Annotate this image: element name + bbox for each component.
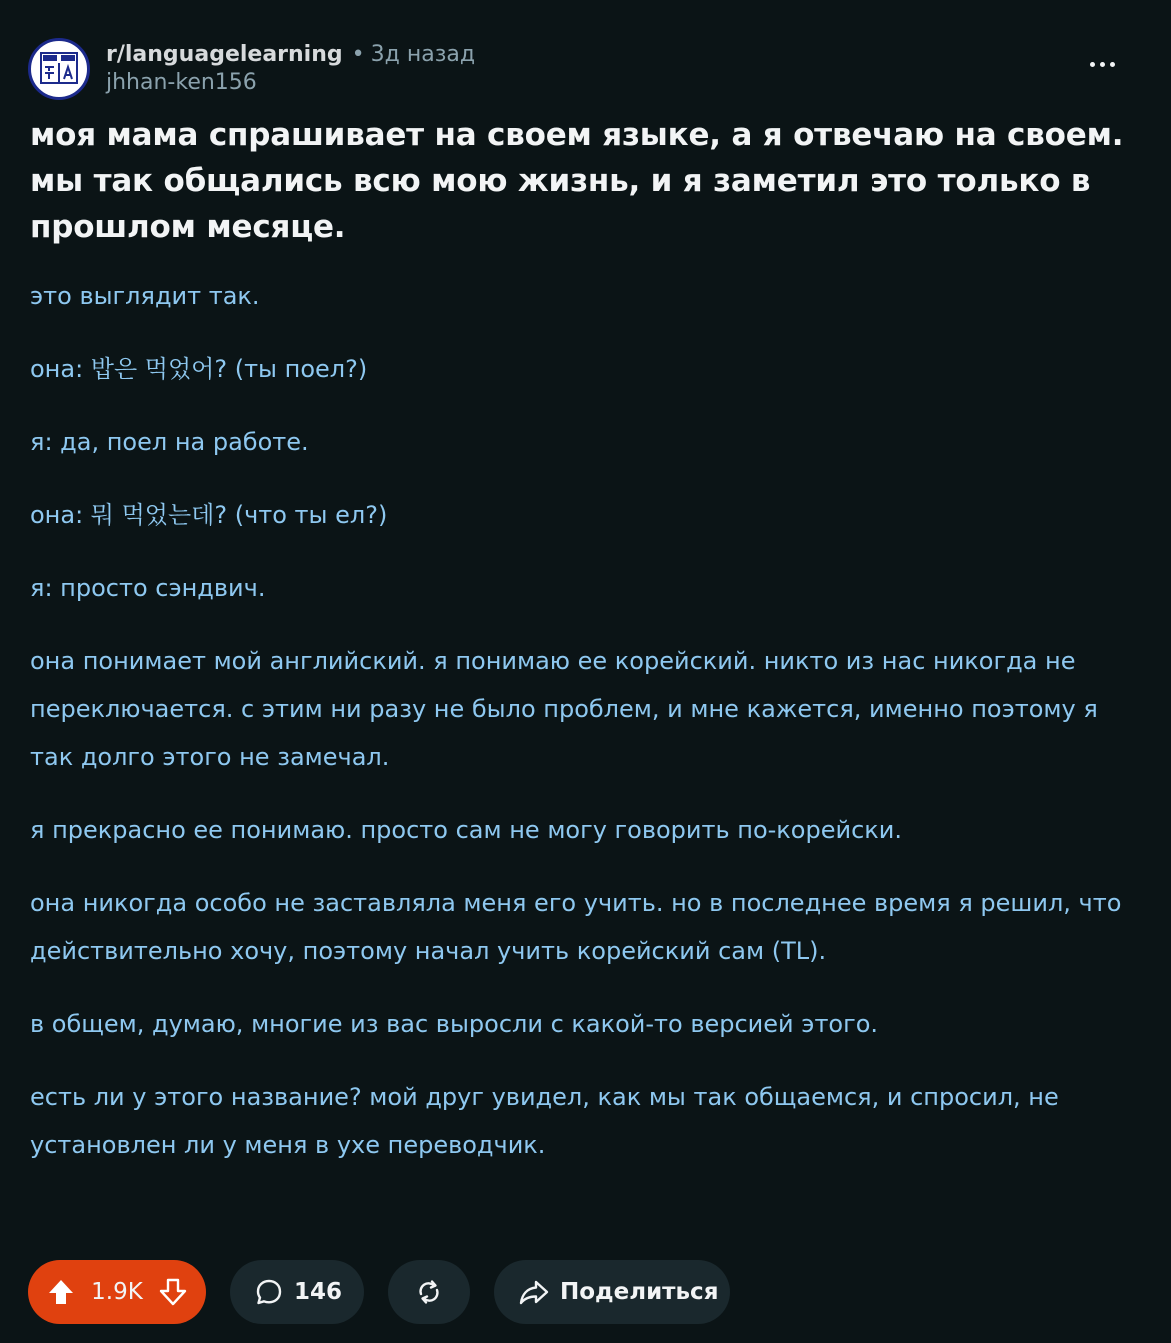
more-dot [1090,62,1095,67]
body-paragraph: это выглядит так. [30,282,260,310]
share-label: Поделиться [560,1279,719,1305]
more-options-icon[interactable] [1084,56,1121,73]
body-paragraph: я: да, поел на работе. [30,428,309,456]
body-paragraph: я прекрасно ее понимаю. просто сам не могу говорить по-корейски. [30,816,902,844]
body-paragraph: я: просто сэндвич. [30,574,266,602]
post-header [28,38,475,100]
more-dot [1100,62,1105,67]
subreddit-avatar[interactable] [28,38,90,100]
comments-button[interactable] [230,1260,364,1324]
body-paragraph: она никогда особо не заставляла меня его учить. но в последнее время я решил, что действительно хочу, поэтому начал учить корейский сам (TL). [30,889,1122,965]
avatar-logo-icon [33,43,85,95]
comment-bubble-icon [254,1277,284,1307]
post-time: 3д назад [370,41,476,67]
crosspost-icon [414,1277,444,1307]
crosspost-button[interactable] [388,1260,470,1324]
meta-separator: • [351,41,365,67]
vote-pill [28,1260,206,1324]
more-dot [1110,62,1115,67]
share-button[interactable] [494,1260,730,1324]
post-action-bar [28,1260,754,1324]
downvote-arrow-icon[interactable] [158,1277,188,1307]
post-meta-top [106,38,475,70]
body-paragraph: в общем, думаю, многие из вас выросли с какой-то версией этого. [30,1010,879,1038]
body-paragraph: она понимает мой английский. я понимаю ее корейский. никто из нас никогда не переключается. с этим ни разу не было проблем, и мне кажется, именно поэтому я так долго этого не замечал. [30,647,1098,771]
body-paragraph: есть ли у этого название? мой друг увидел, как мы так общаемся, и спросил, не установлен ли у меня в ухе переводчик. [30,1083,1059,1159]
share-arrow-icon [518,1277,550,1307]
post-body [30,272,1140,1169]
comment-count: 146 [294,1279,343,1305]
post-title: моя мама спрашивает на своем языке, а я отвечаю на своем. мы так общались всю мою жизнь, и я заметил это только в прошлом месяце. [30,117,1124,245]
body-paragraph: она: 뭐 먹었는데? (что ты ел?) [30,501,388,529]
post-author[interactable]: jhhan-ken156 [106,70,257,95]
post-meta [106,38,475,95]
body-paragraph: она: 밥은 먹었어? (ты поел?) [30,355,368,383]
vote-count: 1.9K [91,1279,143,1305]
subreddit-name[interactable]: r/languagelearning [106,41,343,67]
upvote-arrow-icon[interactable] [46,1277,76,1307]
